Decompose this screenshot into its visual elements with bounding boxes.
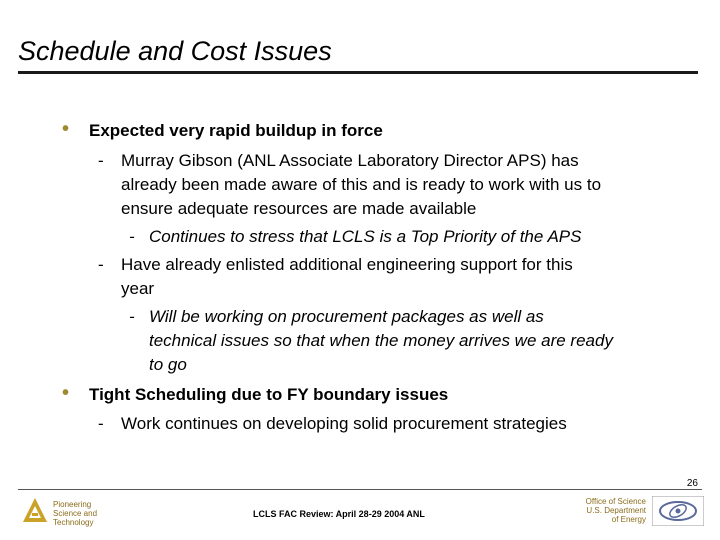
sub-line: to go (149, 355, 187, 374)
dash-icon: - (129, 307, 135, 326)
slide-title: Schedule and Cost Issues (18, 36, 332, 66)
tagline-line: Technology (53, 518, 94, 527)
sub-item (98, 253, 573, 301)
bullet-icon: • (62, 382, 70, 404)
dash-icon: - (98, 414, 104, 433)
subsub-item (129, 305, 613, 377)
sub-line: Continues to stress that LCLS is a Top Priority of the APS (149, 227, 582, 246)
subsub-item (129, 225, 582, 249)
title-underline (18, 71, 698, 74)
doe-line: of Energy (611, 515, 646, 524)
tagline-line: Pioneering (53, 500, 92, 509)
dash-icon: - (129, 227, 135, 246)
bullet-icon: • (62, 118, 70, 140)
footer-divider (18, 489, 702, 490)
bullet-text: Expected very rapid buildup in force (89, 121, 383, 140)
bullet-item (62, 118, 383, 143)
argonne-logo-icon (22, 497, 48, 523)
sub-line: ensure adequate resources are made available (121, 199, 477, 218)
dash-icon: - (98, 255, 104, 274)
sub-line: Have already enlisted additional engineering support for this (121, 255, 573, 274)
sub-item (98, 412, 567, 436)
sub-line: Will be working on procurement packages as well as (149, 307, 544, 326)
anl-tagline (53, 500, 97, 527)
bullet-item (62, 382, 449, 407)
sub-line: Murray Gibson (ANL Associate Laboratory Director APS) has (121, 151, 579, 170)
sub-line: technical issues so that when the money arrives we are ready (149, 331, 613, 350)
sub-line: year (121, 279, 155, 298)
page-number: 26 (686, 478, 698, 489)
footer-event: LCLS FAC Review: April 28-29 2004 ANL (253, 509, 425, 519)
doe-label (560, 497, 646, 524)
dash-icon: - (98, 151, 104, 170)
doe-line: Office of Science (585, 497, 646, 506)
sub-line: already been made aware of this and is ready to work with us to (121, 175, 602, 194)
doe-line: U.S. Department (586, 506, 646, 515)
sub-line: Work continues on developing solid procurement strategies (121, 414, 567, 433)
doe-logo-icon (652, 496, 704, 526)
sub-item (98, 149, 602, 221)
tagline-line: Science and (53, 509, 98, 518)
bullet-text: Tight Scheduling due to FY boundary issues (89, 385, 449, 404)
